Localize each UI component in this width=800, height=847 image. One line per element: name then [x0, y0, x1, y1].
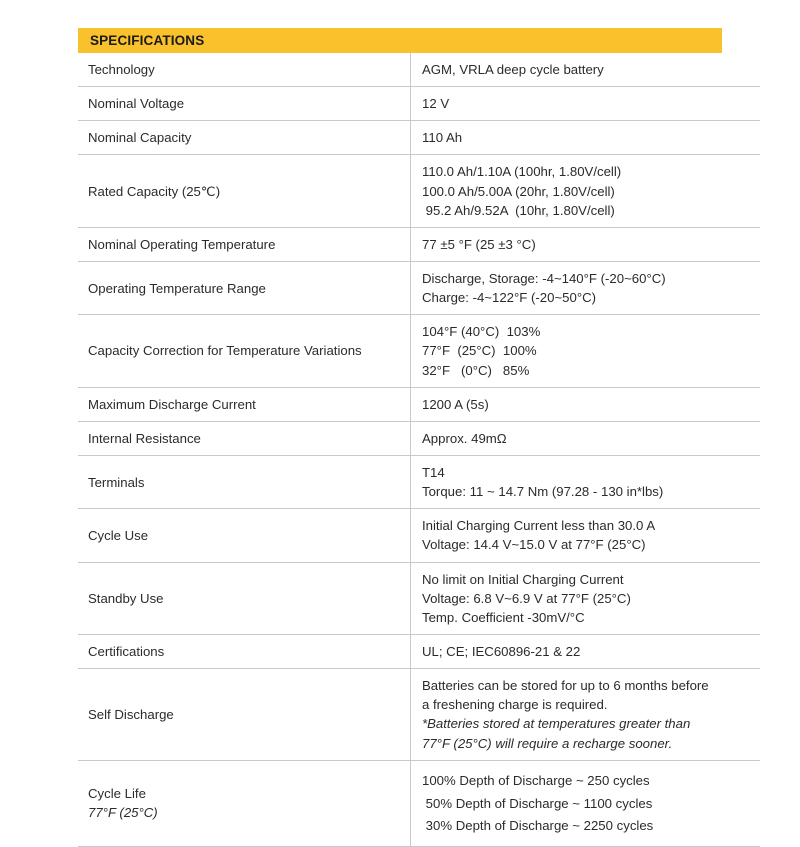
spec-label-text: Nominal Operating Temperature: [88, 236, 276, 252]
spec-label-text: Operating Temperature Range: [88, 280, 266, 296]
spec-value-line: Temp. Coefficient -30mV/°C: [422, 609, 585, 625]
table-row: [78, 227, 760, 261]
spec-value-line: 100.0 Ah/5.00A (20hr, 1.80V/cell): [422, 183, 615, 199]
table-row: [78, 421, 760, 455]
spec-label-text: Nominal Capacity: [88, 130, 192, 146]
spec-label-subtext: 77°F (25°C): [88, 805, 158, 821]
spec-value-line: 1200 A (5s): [422, 396, 489, 412]
specifications-table-body: [78, 53, 760, 847]
table-row: [78, 509, 760, 562]
spec-label-text: Technology: [88, 62, 155, 77]
table-row: [78, 669, 760, 761]
spec-label-text: Cycle Life: [88, 786, 146, 802]
table-row: [78, 53, 760, 87]
spec-value-cell: [411, 669, 761, 761]
spec-value-line: Voltage: 14.4 V~15.0 V at 77°F (25°C): [422, 537, 646, 553]
spec-value-line: No limit on Initial Charging Current: [422, 571, 624, 587]
spec-value-line: 50% Depth of Discharge ~ 1100 cycles: [422, 795, 653, 811]
spec-label-cell: [78, 562, 411, 634]
table-row: [78, 562, 760, 634]
spec-label-cell: [78, 121, 411, 155]
spec-value-line: 110 Ah: [422, 130, 463, 146]
spec-value-cell: [411, 562, 761, 634]
spec-value-line: Torque: 11 ~ 14.7 Nm (97.28 - 130 in*lbs): [422, 484, 664, 500]
spec-label-cell: [78, 669, 411, 761]
spec-label-text: Self Discharge: [88, 706, 174, 722]
spec-label-cell: [78, 315, 411, 387]
spec-value-line: Charge: -4~122°F (-20~50°C): [422, 290, 597, 306]
spec-value-line: Discharge, Storage: -4~140°F (-20~60°C): [422, 270, 666, 286]
spec-value-cell: [411, 760, 761, 846]
spec-label-cell: [78, 421, 411, 455]
table-row: [78, 315, 760, 387]
spec-label-text: Certifications: [88, 643, 165, 659]
spec-label-text: Maximum Discharge Current: [88, 396, 256, 412]
spec-value-cell: [411, 261, 761, 314]
spec-value-cell: [411, 421, 761, 455]
spec-value-cell: [411, 455, 761, 508]
spec-value-line: Initial Charging Current less than 30.0 A: [422, 518, 656, 534]
spec-value-cell: [411, 509, 761, 562]
spec-label-cell: [78, 455, 411, 508]
spec-value-line: 77 ±5 °F (25 ±3 °C): [422, 236, 536, 252]
table-row: [78, 760, 760, 846]
specifications-sheet: [78, 28, 722, 847]
table-row: [78, 261, 760, 314]
spec-value-line: a freshening charge is required.: [422, 697, 608, 713]
spec-label-cell: [78, 53, 411, 87]
table-row: [78, 87, 760, 121]
spec-value-line: 30% Depth of Discharge ~ 2250 cycles: [422, 818, 654, 834]
specifications-table: [78, 53, 760, 847]
spec-label-cell: [78, 155, 411, 227]
spec-label-cell: [78, 261, 411, 314]
spec-label-cell: [78, 634, 411, 668]
spec-value-line: 12 V: [422, 96, 450, 112]
spec-value-line: 100% Depth of Discharge ~ 250 cycles: [422, 773, 650, 789]
table-row: [78, 155, 760, 227]
table-row: [78, 455, 760, 508]
spec-label-cell: [78, 509, 411, 562]
spec-label-text: Nominal Voltage: [88, 96, 185, 112]
table-row: [78, 121, 760, 155]
spec-value-cell: [411, 87, 761, 121]
spec-value-cell: [411, 387, 761, 421]
spec-value-cell: [411, 227, 761, 261]
spec-label-text: Terminals: [88, 474, 145, 490]
specifications-header-title: SPECIFICATIONS: [90, 33, 205, 48]
spec-value-line: Approx. 49mΩ: [422, 430, 507, 446]
spec-value-line: 95.2 Ah/9.52A (10hr, 1.80V/cell): [422, 202, 615, 218]
spec-label-text: Capacity Correction for Temperature Variations: [88, 343, 362, 359]
spec-value-cell: [411, 155, 761, 227]
spec-value-line: Voltage: 6.8 V~6.9 V at 77°F (25°C): [422, 590, 631, 606]
spec-label-cell: [78, 387, 411, 421]
spec-value-line: T14: [422, 464, 445, 480]
spec-value-line: UL; CE; IEC60896-21 & 22: [422, 643, 581, 659]
spec-value-line: Batteries can be stored for up to 6 months before: [422, 678, 709, 694]
spec-value-cell: [411, 53, 761, 87]
table-row: [78, 634, 760, 668]
specifications-header-bar: [78, 28, 722, 53]
spec-value-line: 32°F (0°C) 85%: [422, 362, 530, 378]
spec-value-line: 104°F (40°C) 103%: [422, 324, 541, 340]
spec-label-text: Standby Use: [88, 590, 164, 606]
spec-label-cell: [78, 227, 411, 261]
spec-value-cell: [411, 121, 761, 155]
spec-label-cell: [78, 760, 411, 846]
spec-label-text: Internal Resistance: [88, 430, 201, 446]
spec-value-line: *Batteries stored at temperatures greater than: [422, 716, 691, 732]
spec-value-cell: [411, 315, 761, 387]
spec-value-line: AGM, VRLA deep cycle battery: [422, 62, 604, 77]
spec-value-line: 77°F (25°C) 100%: [422, 343, 537, 359]
spec-value-line: 77°F (25°C) will require a recharge sooner.: [422, 735, 673, 751]
spec-label-text: Cycle Use: [88, 527, 149, 543]
table-row: [78, 387, 760, 421]
spec-label-cell: [78, 87, 411, 121]
spec-label-text: Rated Capacity (25℃): [88, 183, 221, 199]
spec-value-cell: [411, 634, 761, 668]
spec-value-line: 110.0 Ah/1.10A (100hr, 1.80V/cell): [422, 164, 622, 180]
